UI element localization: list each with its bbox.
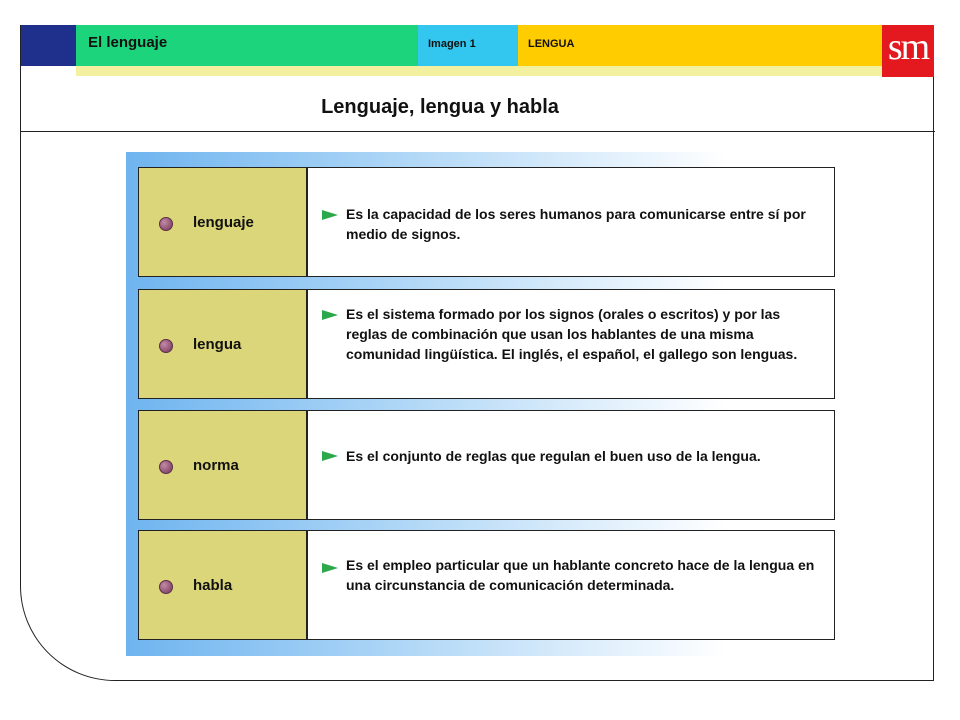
term-cell: [138, 167, 307, 277]
pennant-flag-icon: [322, 563, 338, 573]
header-topic: El lenguaje: [88, 34, 168, 51]
definition-cell: [306, 530, 835, 640]
term-label: lengua: [193, 336, 242, 353]
definition-cell: [306, 167, 835, 277]
definition-row: [138, 530, 834, 640]
definition-text: Es el sistema formado por los signos (orales o escritos) y por las reglas de combinación que usan los hablantes de una misma comunidad lingüística. El inglés, el español, el gallego son lenguas.: [346, 306, 798, 362]
definition-text: Es el conjunto de reglas que regulan el buen uso de la lengua.: [346, 448, 761, 464]
round-bullet-icon: [159, 580, 173, 594]
definition-cell: [306, 410, 835, 520]
title-divider: [20, 131, 935, 132]
definition-row: [138, 410, 834, 520]
definition-row: [138, 167, 834, 277]
definition-text: Es la capacidad de los seres humanos para comunicarse entre sí por medio de signos.: [346, 206, 806, 242]
header-subject: LENGUA: [528, 38, 575, 50]
round-bullet-icon: [159, 460, 173, 474]
pennant-flag-icon: [322, 310, 338, 320]
term-label: norma: [193, 457, 239, 474]
sm-logo: sm: [882, 25, 934, 77]
pennant-flag-icon: [322, 210, 338, 220]
term-label: lenguaje: [193, 214, 254, 231]
header-underline-strip: [76, 66, 882, 76]
header-navy-block: [21, 25, 76, 66]
header-image-label: Imagen 1: [428, 38, 476, 50]
definition-text: Es el empleo particular que un hablante concreto hace de la lengua en una circunstancia de comunicación determinada.: [346, 557, 815, 593]
pennant-flag-icon: [322, 451, 338, 461]
term-cell: [138, 530, 307, 640]
definition-cell: [306, 289, 835, 399]
term-cell: [138, 410, 307, 520]
page-title: Lenguaje, lengua y habla: [321, 96, 559, 118]
definition-row: [138, 289, 834, 399]
term-cell: [138, 289, 307, 399]
round-bullet-icon: [159, 339, 173, 353]
round-bullet-icon: [159, 217, 173, 231]
term-label: habla: [193, 577, 233, 594]
